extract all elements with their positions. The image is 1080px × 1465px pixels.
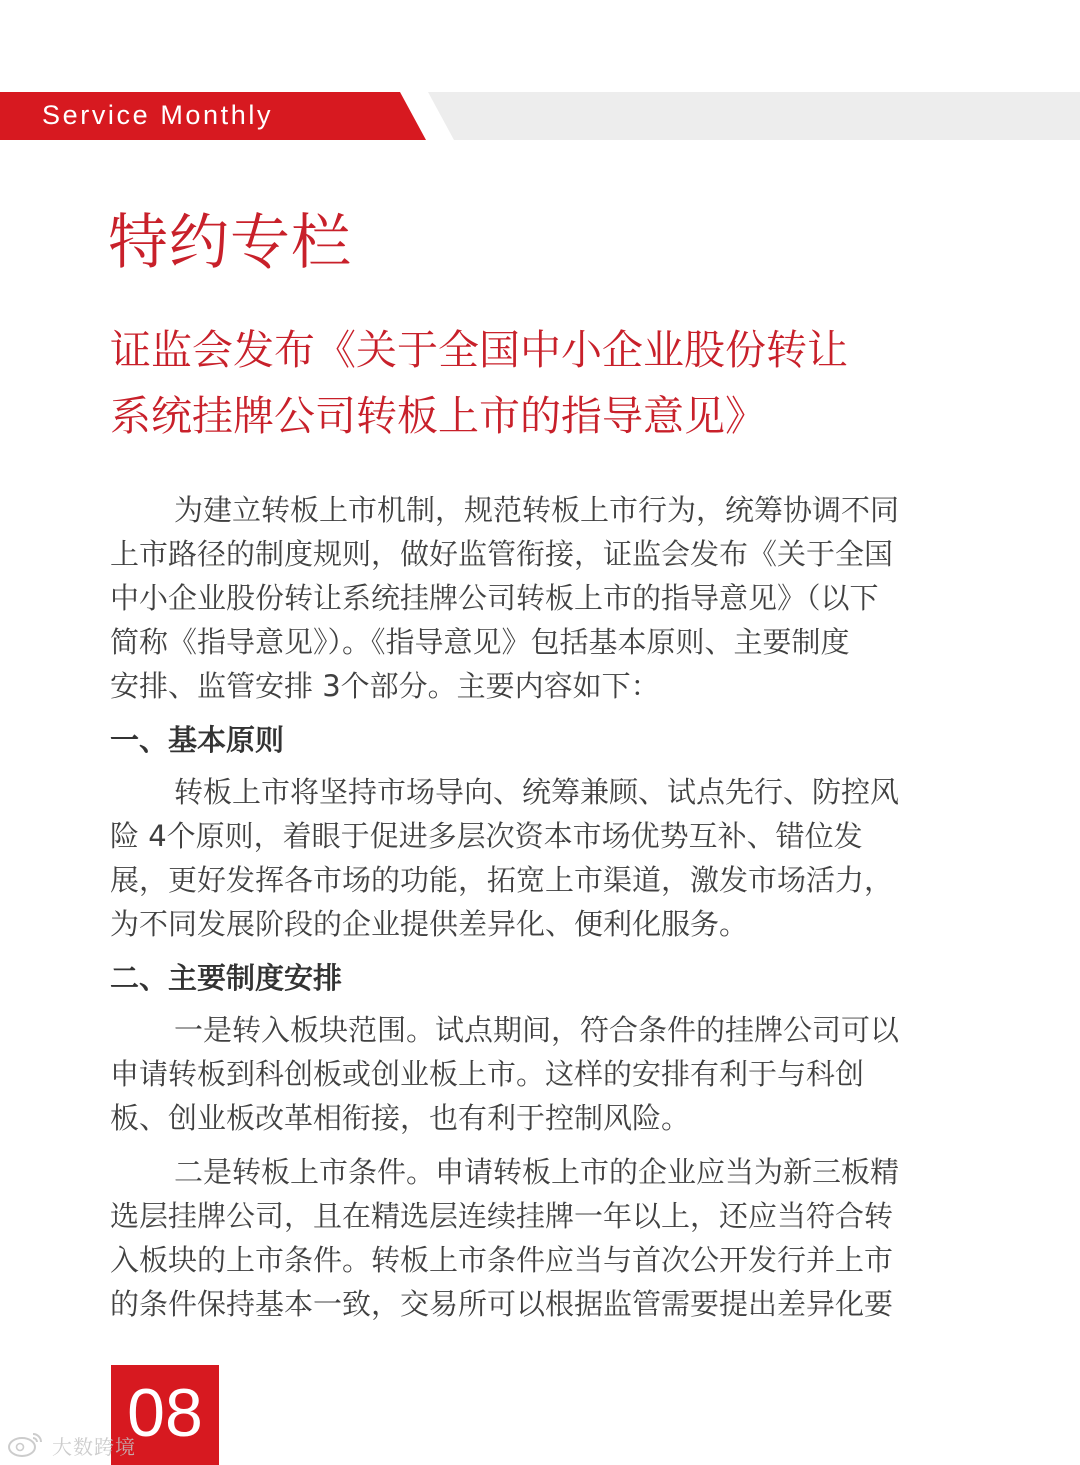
article-title-line: 证监会发布《关于全国中小企业股份转让 [110,326,848,374]
article-title [110,317,970,449]
watermark-text: 大数跨境 [52,1434,136,1459]
text-line: 为建立转板上市机制，规范转板上市行为，统筹协调不同 [174,493,900,527]
intro-paragraph [110,488,950,708]
header-band [0,92,1080,140]
text-line: 二是转板上市条件。申请转板上市的企业应当为新三板精 [174,1155,900,1189]
text-line: 简称《指导意见》）。《指导意见》包括基本原则、主要制度 [110,625,850,659]
text-line: 为不同发展阶段的企业提供差异化、便利化服务。 [110,907,749,941]
page-number: 08 [127,1375,203,1451]
text-line: 上市路径的制度规则，做好监管衔接，证监会发布《关于全国 [110,537,894,571]
text-line: 险 4个原则，着眼于促进多层次资本市场优势互补、错位发 [110,819,863,853]
text-line: 入板块的上市条件。转板上市条件应当与首次公开发行并上市 [110,1243,894,1277]
section-heading-arrangements: 二、主要制度安排 [110,961,343,995]
board-scope-paragraph [110,1008,950,1140]
weibo-logo-icon [6,1428,46,1462]
article-body [110,488,950,1326]
column-title: 特约专栏 [108,208,352,278]
section-heading-principles: 一、基本原则 [110,723,285,757]
listing-conditions-paragraph [110,1150,950,1326]
watermark [6,1425,136,1465]
publication-label: Service Monthly [42,100,274,130]
text-line: 展，更好发挥各市场的功能，拓宽上市渠道，激发市场活力， [110,863,894,897]
text-line: 选层挂牌公司，且在精选层连续挂牌一年以上，还应当符合转 [110,1199,894,1233]
text-line: 板、创业板改革相衔接，也有利于控制风险。 [110,1101,691,1135]
article-title-line: 系统挂牌公司转板上市的指导意见》 [110,392,766,440]
text-line: 一是转入板块范围。试点期间，符合条件的挂牌公司可以 [174,1013,900,1047]
text-line: 安排、监管安排 3个部分。主要内容如下： [110,669,660,703]
text-line: 转板上市将坚持市场导向、统筹兼顾、试点先行、防控风 [174,775,900,809]
principles-paragraph [110,770,950,946]
text-line: 申请转板到科创板或创业板上市。这样的安排有利于与科创 [110,1057,865,1091]
text-line: 的条件保持基本一致，交易所可以根据监管需要提出差异化要 [110,1287,894,1321]
header-grey-strip [428,92,1080,140]
text-line: 中小企业股份转让系统挂牌公司转板上市的指导意见》（以下 [110,581,879,615]
